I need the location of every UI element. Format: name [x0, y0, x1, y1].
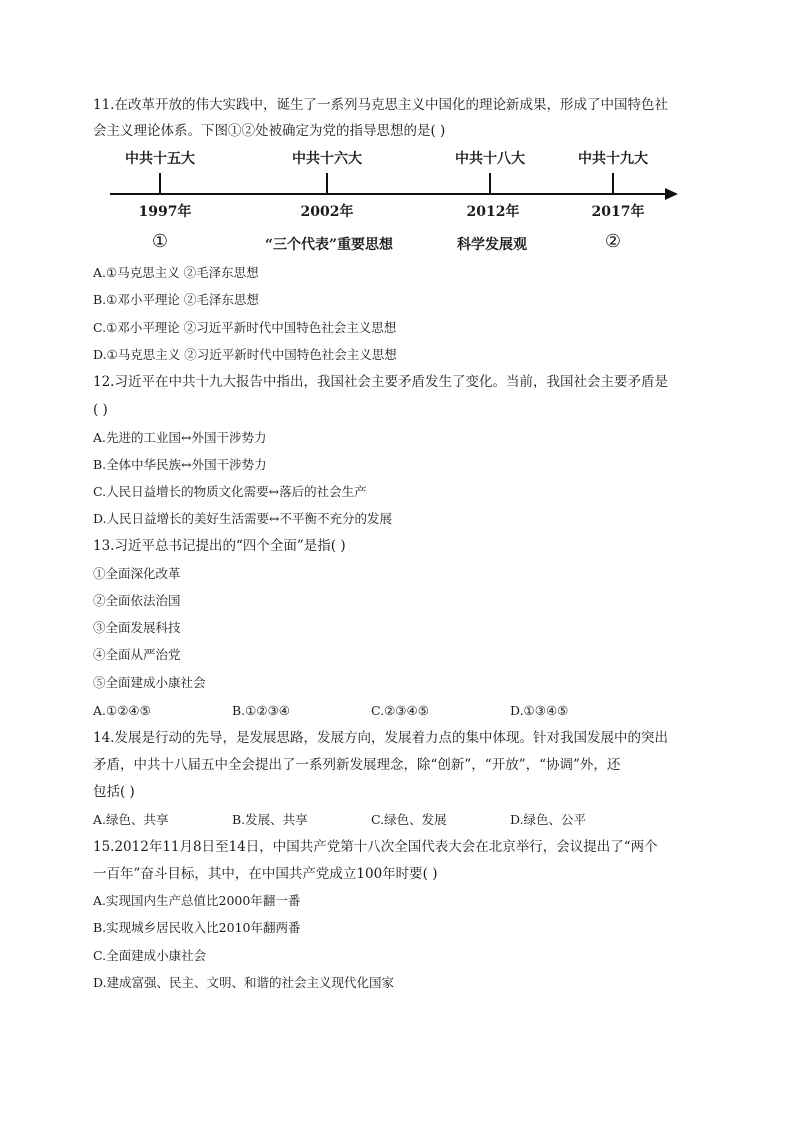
timeline-congress-16: 中共十六大 — [292, 151, 362, 167]
q13-option-a: A.①②④⑤ — [93, 703, 151, 718]
q13-option-b: B.①②③④ — [232, 703, 290, 718]
q12-stem-line1: 12.习近平在中共十九大报告中指出，我国社会主要矛盾发生了变化。当前，我国社会主要矛盾是 — [93, 374, 668, 390]
q11-stem-line2: 会主义理论体系。下图①②处被确定为党的指导思想的是( ) — [93, 123, 446, 139]
q13-option-d: D.①③④⑤ — [510, 703, 569, 718]
q11-option-b: B.①邓小平理论 ②毛泽东思想 — [93, 292, 259, 307]
q15-option-c: C.全面建成小康社会 — [93, 948, 207, 963]
q14-stem-line3: 包括( ) — [93, 784, 135, 800]
timeline-year-2012: 2012年 — [466, 204, 520, 220]
q13-stem: 13.习近平总书记提出的“四个全面”是指( ) — [93, 538, 346, 554]
q14-stem-line1: 14.发展是行动的先导，是发展思路，发展方向，发展着力点的集中体现。针对我国发展中的突出 — [93, 730, 668, 746]
q15-option-b: B.实现城乡居民收入比2010年翻两番 — [93, 920, 301, 935]
q13-item-4: ④全面从严治党 — [93, 647, 181, 662]
q12-option-d: D.人民日益增长的美好生活需要↔不平衡不充分的发展 — [93, 511, 393, 526]
q14-option-a: A.绿色、共享 — [93, 812, 169, 827]
q11-option-d: D.①马克思主义 ②习近平新时代中国特色社会主义思想 — [93, 347, 397, 362]
timeline-blank-2: ② — [604, 231, 622, 252]
q15-stem-line1: 15.2012年11月8日至14日，中国共产党第十八次全国代表大会在北京举行，会议提出了“两个 — [93, 839, 658, 855]
q13-item-5: ⑤全面建成小康社会 — [93, 675, 206, 690]
q12-option-b: B.全体中华民族↔外国干涉势力 — [93, 457, 267, 472]
q11-option-a: A.①马克思主义 ②毛泽东思想 — [93, 265, 259, 280]
timeline-year-1997: 1997年 — [138, 204, 192, 220]
q13-item-1: ①全面深化改革 — [93, 566, 181, 581]
timeline-congress-19: 中共十九大 — [578, 151, 648, 167]
timeline-blank-1: ① — [151, 231, 169, 252]
q12-option-a: A.先进的工业国↔外国干涉势力 — [93, 430, 267, 445]
q11-option-c: C.①邓小平理论 ②习近平新时代中国特色社会主义思想 — [93, 320, 397, 335]
q15-option-d: D.建成富强、民主、文明、和谐的社会主义现代化国家 — [93, 975, 395, 990]
q15-option-a: A.实现国内生产总值比2000年翻一番 — [93, 893, 301, 908]
q11-stem-line1: 11.在改革开放的伟大实践中，诞生了一系列马克思主义中国化的理论新成果，形成了中国特色社 — [93, 97, 668, 113]
timeline-year-2017: 2017年 — [591, 204, 645, 220]
q13-item-2: ②全面依法治国 — [93, 593, 181, 608]
q12-stem-line2: ( ) — [93, 402, 108, 418]
q13-item-3: ③全面发展科技 — [93, 620, 181, 635]
q15-stem-line2: 一百年”奋斗目标，其中，在中国共产党成立100年时要( ) — [93, 866, 438, 882]
timeline-scientific-outlook: 科学发展观 — [457, 237, 527, 253]
q14-stem-line2: 矛盾，中共十八届五中全会提出了一系列新发展理念，除“创新”，“开放”，“协调”外，还 — [93, 757, 621, 773]
q14-options-row — [93, 810, 705, 830]
timeline-three-represents: “三个代表”重要思想 — [264, 237, 394, 253]
q11-timeline — [100, 143, 690, 263]
q14-option-b: B.发展、共享 — [232, 812, 308, 827]
q13-option-c: C.②③④⑤ — [371, 703, 429, 718]
q14-option-c: C.绿色、发展 — [371, 812, 447, 827]
timeline-congress-15: 中共十五大 — [125, 151, 195, 167]
timeline-congress-18: 中共十八大 — [455, 151, 525, 167]
timeline-year-2002: 2002年 — [300, 204, 354, 220]
q12-option-c: C.人民日益增长的物质文化需要↔落后的社会生产 — [93, 484, 367, 499]
q14-option-d: D.绿色、公平 — [510, 812, 587, 827]
q13-options-row — [93, 701, 705, 721]
